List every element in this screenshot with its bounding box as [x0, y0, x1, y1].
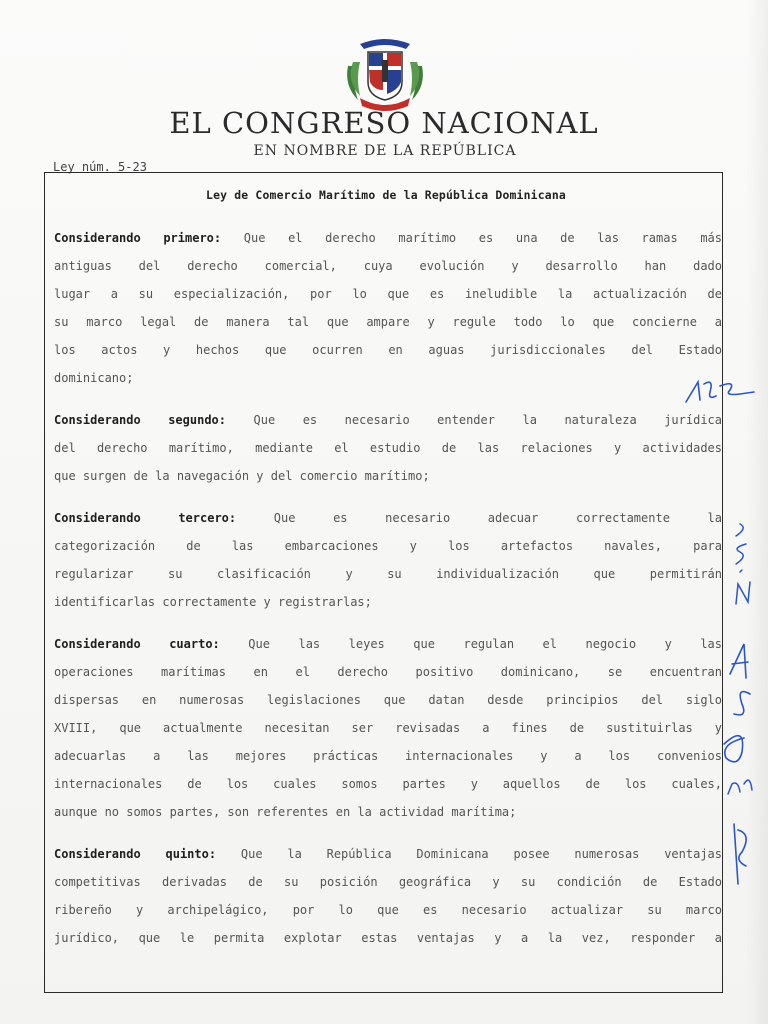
handwritten-note — [726, 520, 766, 610]
paragraph-line: su marco legal de manera tal que ampare y regule todo lo que concierne a — [54, 315, 722, 329]
congress-title: EL CONGRESO NACIONAL — [169, 106, 599, 140]
paragraph-line: internacionales de los cuales somos partes y aquellos de los cuales, — [54, 777, 722, 791]
paragraph-line: jurídico, que le permita explotar estas ventajas y a la vez, responder a — [54, 931, 722, 945]
paragraph-line: competitivas derivadas de su posición geográfica y su condición de Estado — [54, 875, 722, 889]
paragraph-text: Que es necesario entender la naturaleza jurídica — [253, 413, 722, 427]
paragraph-text: Que la República Dominicana posee numerosas ventajas — [240, 847, 722, 861]
paragraph-line — [54, 844, 722, 872]
paragraph-line: que surgen de la navegación y del comercio marítimo; — [54, 469, 430, 483]
paragraph-line: lugar a su especialización, por lo que es ineludible la actualización de — [54, 287, 722, 301]
paragraph-line — [54, 228, 722, 256]
paragraph-considerando-segundo — [54, 410, 722, 494]
paragraph-label: Considerando cuarto: — [54, 637, 220, 651]
paragraph-line: los actos y hechos que ocurren en aguas jurisdiccionales del Estado — [54, 343, 722, 357]
paragraph-label: Considerando segundo: — [54, 413, 226, 427]
paragraph-line: aunque no somos partes, son referentes en la actividad marítima; — [54, 805, 517, 819]
paragraph-line: ribereño y archipelágico, por lo que es necesario actualizar su marco — [54, 903, 722, 917]
paragraph-label: Considerando quinto: — [54, 847, 217, 861]
paragraph-line: dispersas en numerosas legislaciones que datan desde principios del siglo — [54, 693, 722, 707]
paragraph-text: Que las leyes que regulan el negocio y las — [248, 637, 722, 651]
handwritten-initials — [680, 372, 760, 412]
paragraph-line: categorización de las embarcaciones y los artefactos navales, para — [54, 539, 722, 553]
law-number: Ley núm. 5-23 — [53, 160, 147, 174]
paragraph-line: regularizar su clasificación y su individualización que permitirán — [54, 567, 722, 581]
paragraph-line: identificarlas correctamente y registrarlas; — [54, 595, 372, 609]
document-title: Ley de Comercio Marítimo de la República Dominicana — [206, 188, 566, 202]
paragraph-line: antiguas del derecho comercial, cuya evolución y desarrollo han dado — [54, 259, 722, 273]
coat-of-arms-icon — [340, 36, 430, 114]
congress-subtitle: EN NOMBRE DE LA REPÚBLICA — [253, 143, 517, 159]
paragraph-line — [54, 634, 722, 662]
paragraph-considerando-quinto — [54, 844, 722, 956]
paragraph-line: del derecho marítimo, mediante el estudio de las relaciones y actividades — [54, 441, 722, 455]
paragraph-label: Considerando primero: — [54, 231, 222, 245]
paragraph-text: Que es necesario adecuar correctamente la — [273, 511, 722, 525]
paragraph-line: dominicano; — [54, 371, 134, 385]
paragraph-line — [54, 410, 722, 438]
paragraph-line: XVIII, que actualmente necesitan ser revisadas a fines de sustituirlas y — [54, 721, 722, 735]
paragraph-considerando-tercero — [54, 508, 722, 620]
paragraph-line: adecuarlas a las mejores prácticas internacionales y a los convenios — [54, 749, 722, 763]
paragraph-considerando-primero — [54, 228, 722, 396]
paragraph-line — [54, 508, 722, 536]
paragraph-label: Considerando tercero: — [54, 511, 237, 525]
paragraph-text: Que el derecho marítimo es una de las ramas más — [243, 231, 722, 245]
paragraph-considerando-cuarto — [54, 634, 722, 830]
handwritten-signature — [716, 634, 766, 894]
paragraph-line: operaciones marítimas en el derecho positivo dominicano, se encuentran — [54, 665, 722, 679]
